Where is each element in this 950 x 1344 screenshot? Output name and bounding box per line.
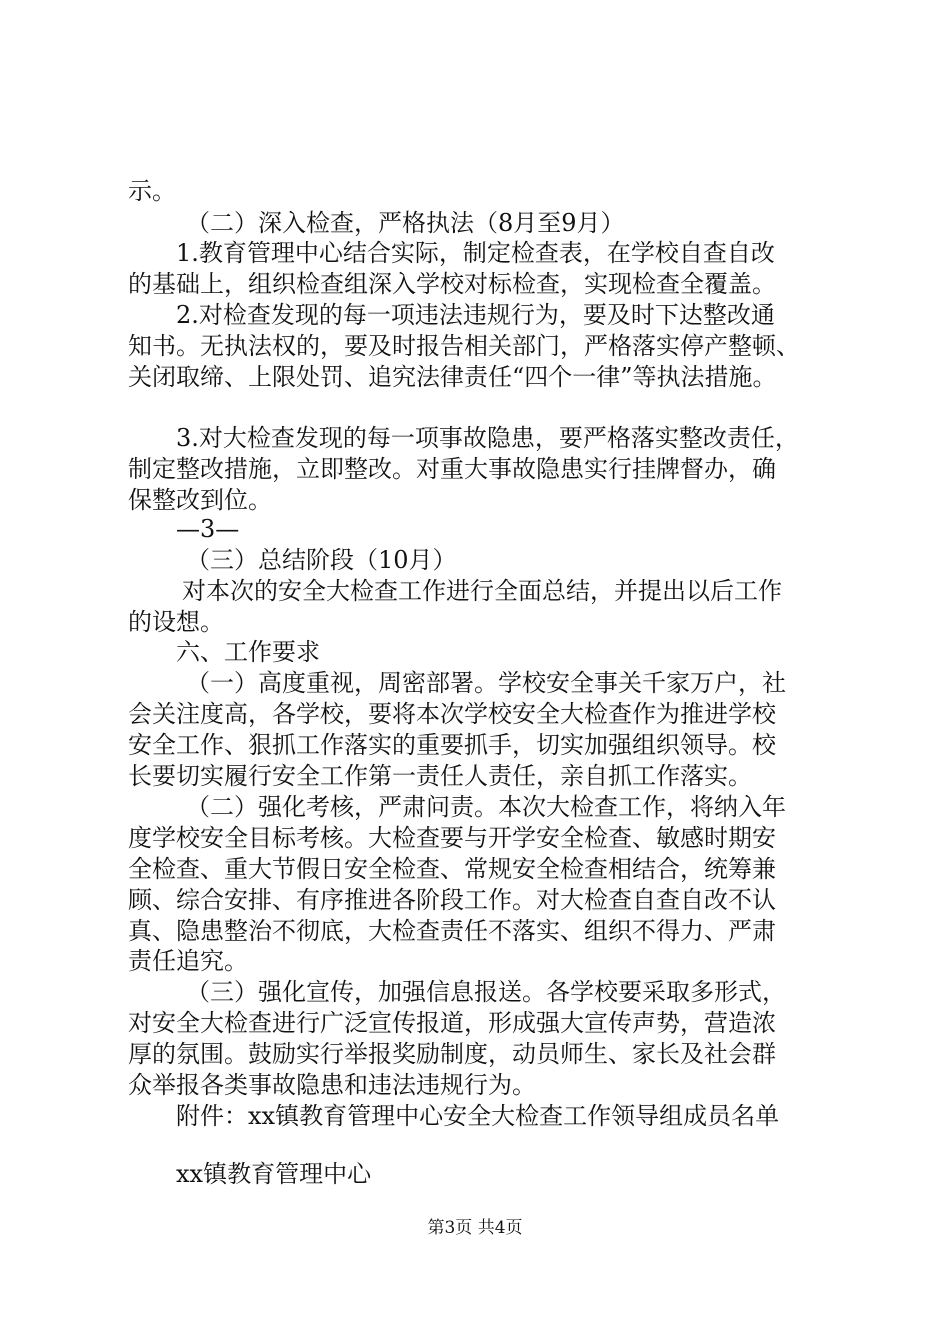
text-line: 的设想。 [128,608,224,636]
text-line: 厚的氛围。鼓励实行举报奖励制度，动员师生、家长及社会群 [128,1040,776,1068]
text-line: 责任追究。 [128,947,248,975]
text-line: 长要切实履行安全工作第一责任人责任，亲自抓工作落实。 [128,762,752,790]
text-line: 对本次的安全大检查工作进行全面总结，并提出以后工作 [182,577,782,605]
text-line: （三）强化宣传，加强信息报送。各学校要采取多形式， [186,978,786,1006]
attachment-line: 附件：xx镇教育管理中心安全大检查工作领导组成员名单 [176,1102,780,1130]
text-line: 保整改到位。 [128,486,272,514]
text-line: 对安全大检查进行广泛宣传报道，形成强大宣传声势，营造浓 [128,1009,776,1037]
text-line: 示。 [128,177,176,205]
text-line: 3.对大检查发现的每一项事故隐患，要严格落实整改责任， [176,424,799,452]
text-line: 关闭取缔、上限处罚、追究法律责任“四个一律”等执法措施。 [128,363,777,391]
page-footer: 第3页 共4页 [427,1218,523,1238]
text-line: 1.教育管理中心结合实际，制定检查表，在学校自查自改 [176,239,775,267]
text-line: 的基础上，组织检查组深入学校对标检查，实现检查全覆盖。 [128,270,776,298]
text-line: 制定整改措施，立即整改。对重大事故隐患实行挂牌督办，确 [128,455,776,483]
text-line: 会关注度高，各学校，要将本次学校安全大检查作为推进学校 [128,700,776,728]
section-heading: 六、工作要求 [176,638,320,666]
page-marker: —3— [176,515,240,543]
text-line: 全检查、重大节假日安全检查、常规安全检查相结合，统筹兼 [128,855,776,883]
text-line: 安全工作、狠抓工作落实的重要抓手，切实加强组织领导。校 [128,731,776,759]
text-line: 真、隐患整治不彻底，大检查责任不落实、组织不得力、严肃 [128,917,776,945]
signature-line: xx镇教育管理中心 [176,1160,372,1188]
text-line: 2.对检查发现的每一项违法违规行为，要及时下达整改通 [176,301,775,329]
section-heading: （二）深入检查，严格执法（8月至9月） [186,209,625,237]
text-line: 知书。无执法权的，要及时报告相关部门，严格落实停产整顿、 [128,332,800,360]
text-line: 度学校安全目标考核。大检查要与开学安全检查、敏感时期安 [128,824,776,852]
text-line: （二）强化考核，严肃问责。本次大检查工作，将纳入年 [186,793,786,821]
text-line: 顾、综合安排、有序推进各阶段工作。对大检查自查自改不认 [128,886,776,914]
text-line: 众举报各类事故隐患和违法违规行为。 [128,1071,536,1099]
text-line: （一）高度重视，周密部署。学校安全事关千家万户，社 [186,669,786,697]
section-heading: （三）总结阶段（10月） [186,546,457,574]
